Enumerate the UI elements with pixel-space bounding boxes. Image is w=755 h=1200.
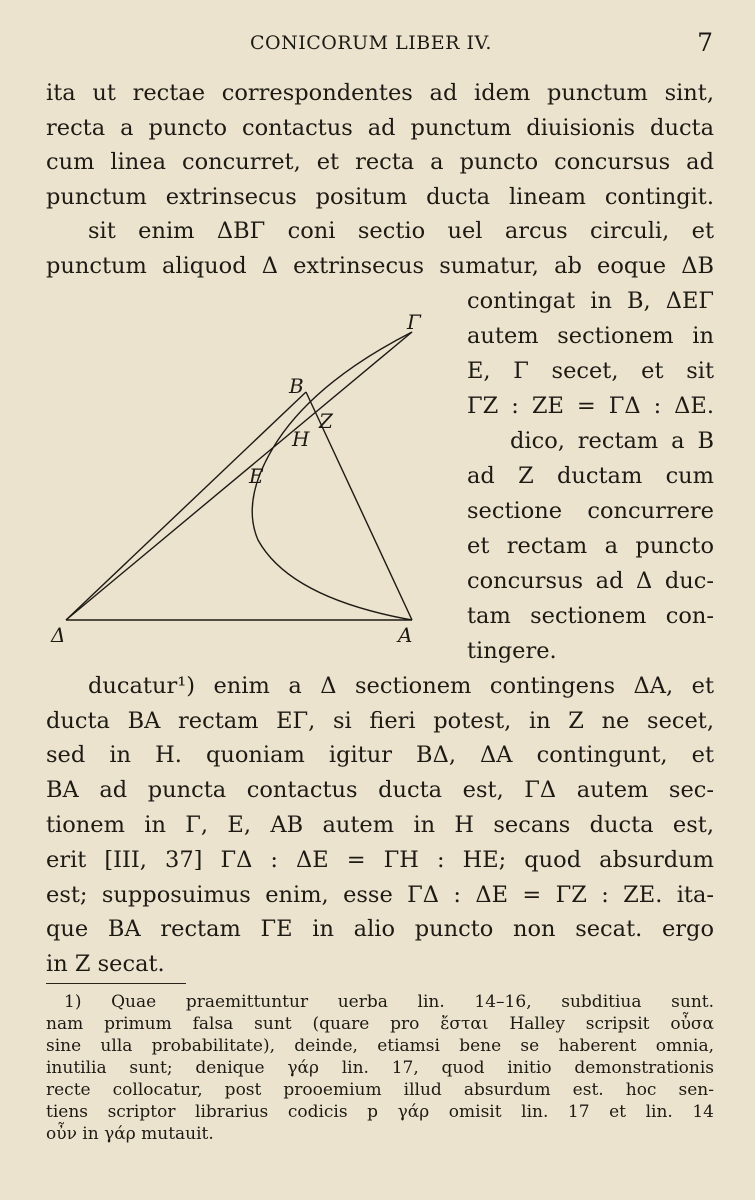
- proof-line: ducta BA rectam EΓ, si fieri potest, in Z ne secet,: [46, 708, 714, 734]
- footnote-line: sine ulla probabilitate), deinde, etiamsi bene se haberent omnia,: [46, 1036, 714, 1056]
- body-line: cum linea concurret, et recta a puncto concursus ad: [46, 149, 714, 175]
- side-line: tingere.: [467, 638, 557, 664]
- proof-line: ducatur¹) enim a Δ sectionem contingens ΔA, et: [88, 673, 714, 699]
- side-line: et rectam a puncto: [467, 533, 714, 559]
- conic-figure: [40, 300, 460, 645]
- label-delta: Δ: [51, 623, 66, 647]
- body-line: ita ut rectae correspondentes ad idem punctum sint,: [46, 80, 714, 106]
- label-z: Z: [319, 409, 333, 433]
- proof-line: tionem in Γ, E, AB autem in H secans ducta est,: [46, 812, 714, 838]
- conic-section-arc: [252, 332, 412, 620]
- footnote-line: tiens scriptor librarius codicis p γάρ omisit lin. 17 et lin. 14: [46, 1102, 714, 1122]
- label-e: E: [249, 464, 264, 488]
- body-line: recta a puncto contactus ad punctum diuisionis ducta: [46, 115, 714, 141]
- label-a: A: [398, 623, 413, 647]
- running-title: CONICORUM LIBER IV.: [250, 32, 492, 54]
- proof-line: que BA rectam ΓE in alio puncto non secat. ergo: [46, 916, 714, 942]
- footnote-line: inutilia sunt; denique γάρ lin. 17, quod initio demonstrationis: [46, 1058, 714, 1078]
- proof-line: erit [III, 37] ΓΔ : ΔE = ΓH : HE; quod absurdum: [46, 847, 714, 873]
- proof-line: in Z secat.: [46, 951, 165, 977]
- footnote-line: nam primum falsa sunt (quare pro ἔσται Halley scripsit οὖσα: [46, 1014, 714, 1034]
- side-line: autem sectionem in: [467, 323, 714, 349]
- page-header: [0, 28, 755, 58]
- proof-line: sed in H. quoniam igitur BΔ, ΔA contingunt, et: [46, 742, 714, 768]
- side-line: E, Γ secet, et sit: [467, 358, 714, 384]
- side-line: ΓZ : ZE = ΓΔ : ΔE.: [467, 393, 714, 419]
- label-b: B: [289, 374, 304, 398]
- footnote-rule: [46, 983, 186, 984]
- proof-line: BA ad puncta contactus ducta est, ΓΔ autem sec-: [46, 777, 714, 803]
- proof-line: est; supposuimus enim, esse ΓΔ : ΔE = ΓZ : ZE. ita-: [46, 882, 714, 908]
- label-h: H: [292, 427, 310, 451]
- side-line: sectione concurrere: [467, 498, 714, 524]
- footnote-line: recte collocatur, post prooemium illud absurdum est. hoc sen-: [46, 1080, 714, 1100]
- side-line: tam sectionem con-: [467, 603, 714, 629]
- footnote-line: οὖν in γάρ mutauit.: [46, 1124, 214, 1144]
- body-line: sit enim ΔΒΓ coni sectio uel arcus circuli, et: [88, 218, 714, 244]
- body-line: punctum aliquod Δ extrinsecus sumatur, ab eoque ΔB: [46, 253, 714, 279]
- side-line: dico, rectam a B: [510, 428, 714, 454]
- label-gamma: Γ: [407, 310, 421, 334]
- line-delta-gamma: [66, 332, 412, 620]
- footnote-line: 1) Quae praemittuntur uerba lin. 14–16, subditiua sunt.: [64, 992, 714, 1012]
- line-delta-b: [66, 392, 306, 620]
- side-line: ad Z ductam cum: [467, 463, 714, 489]
- side-line: contingat in B, ΔEΓ: [467, 288, 714, 314]
- side-line: concursus ad Δ duc-: [467, 568, 714, 594]
- page-number: 7: [697, 28, 713, 57]
- body-line: punctum extrinsecus positum ducta lineam contingit.: [46, 184, 714, 210]
